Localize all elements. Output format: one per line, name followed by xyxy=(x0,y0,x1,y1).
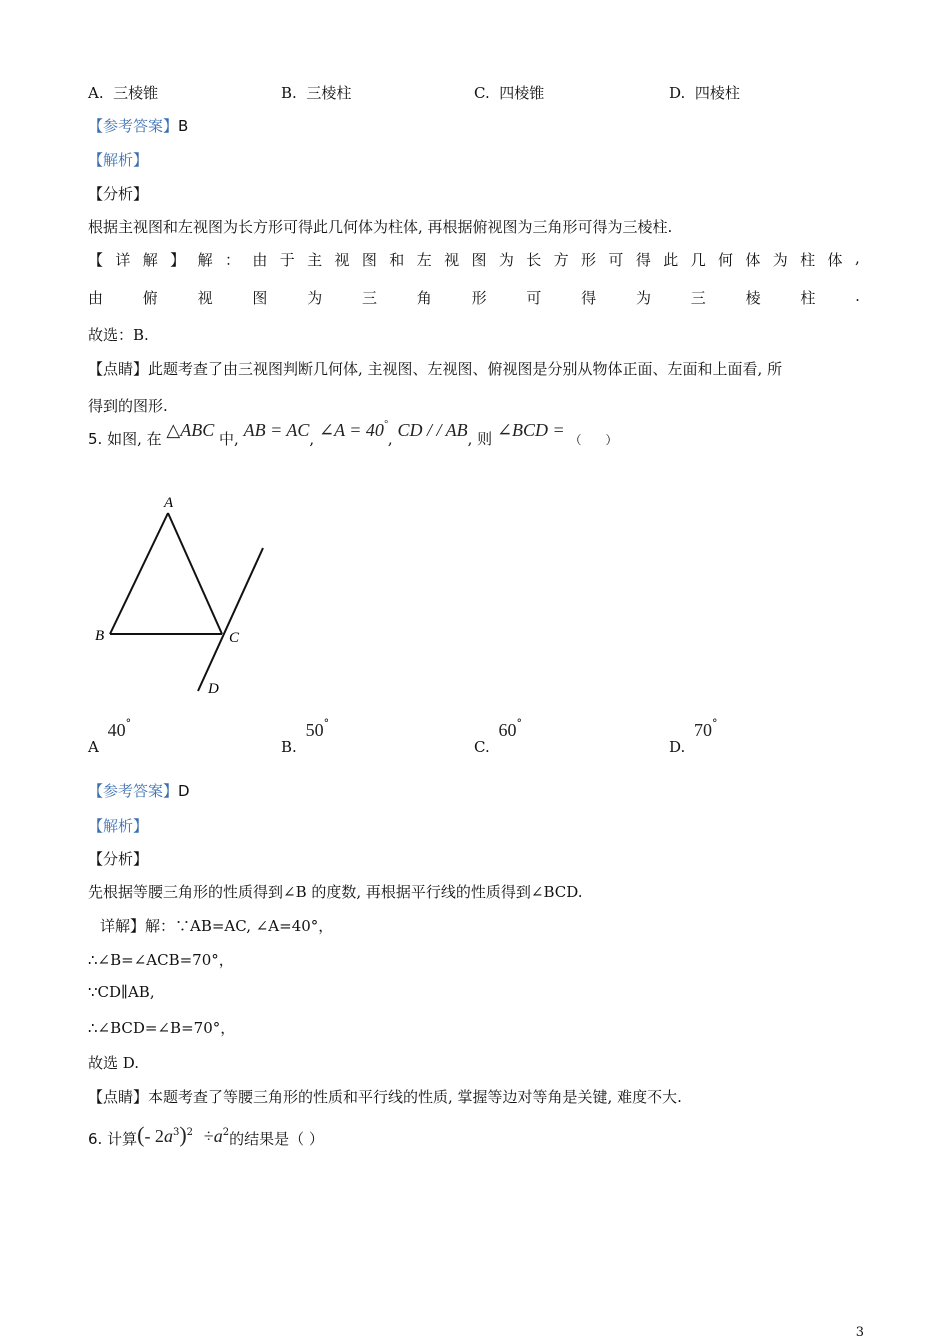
q5-detail-2: ∴∠B=∠ACB=70°， xyxy=(88,951,234,969)
detail-char: 此 xyxy=(663,251,679,269)
detail-char: 得 xyxy=(581,289,597,307)
detail-char: 】 xyxy=(170,251,186,269)
q4-option-d: D. 四棱柱 xyxy=(669,84,740,102)
detail-char: , xyxy=(854,249,860,267)
q5-option-c: C. 60° xyxy=(474,717,522,756)
detail-char: 解 xyxy=(142,251,158,269)
detail-char: 左 xyxy=(416,251,432,269)
detail-char: 几 xyxy=(690,251,706,269)
q5-option-a: A 40° xyxy=(88,717,132,756)
q4-option-c: C. 四棱锥 xyxy=(474,84,545,102)
segment-ac xyxy=(168,513,222,634)
detail-char: 棱 xyxy=(745,289,761,307)
answer-label: 【参考答案】 xyxy=(88,117,179,135)
detail-char: 解 xyxy=(197,251,213,269)
q6-question: 6. 计算(- $2a^3)^2 \div a^2$的结果是（ ） xyxy=(88,1122,324,1148)
q5-cond-ab-ac: AB = AC xyxy=(243,420,310,440)
line-cd xyxy=(198,548,263,691)
q6-expr-open: ( xyxy=(137,1122,145,1147)
q4-dianjing-line2: 得到的图形. xyxy=(88,397,168,415)
q5-paren: （ ） xyxy=(569,433,618,447)
answer-label: 【参考答案】 xyxy=(88,782,179,800)
detail-char: 和 xyxy=(389,251,405,269)
detail-char: 视 xyxy=(444,251,460,269)
detail-char: 何 xyxy=(717,251,733,269)
detail-char: 为 xyxy=(772,251,788,269)
q4-dianjing-line1: 【点睛】此题考查了由三视图判断几何体, 主视图、左视图、俯视图是分别从物体正面、左面和上面看, 所 xyxy=(88,360,783,378)
detail-char: 角 xyxy=(416,289,432,307)
detail-char: 由 xyxy=(88,289,104,307)
label-c: C xyxy=(229,630,240,646)
detail-char: 体 xyxy=(827,251,843,269)
q5-ask-angle-bcd: ∠BCD = xyxy=(496,420,565,440)
q5-number: 5. xyxy=(88,430,103,448)
q5-dianjing: 【点睛】本题考查了等腰三角形的性质和平行线的性质, 掌握等边对等角是关键, 难度不大. xyxy=(88,1088,682,1106)
label-b: B xyxy=(95,628,105,644)
q5-cond-angle-a: ∠A = 40° xyxy=(318,419,388,440)
detail-char: 形 xyxy=(471,289,487,307)
detail-char: 长 xyxy=(526,251,542,269)
label-a: A xyxy=(164,495,174,511)
q5-triangle-figure xyxy=(88,488,278,698)
q5-fenxi-label: 【分析】 xyxy=(88,850,149,868)
detail-char: 可 xyxy=(608,251,624,269)
detail-char: 柱 xyxy=(800,289,816,307)
detail-char: 详 xyxy=(115,251,131,269)
q4-analysis-label: 【解析】 xyxy=(88,151,149,169)
q5-detail-4: ∴∠BCD=∠B=70°， xyxy=(88,1019,236,1037)
q4-detail-line1 xyxy=(88,249,860,270)
q5-question: 5. 如图, 在 △ABC 中, AB = AC, ∠A = 40°, CD / / AB, 则 ∠BCD = （ ） xyxy=(88,419,618,448)
q4-answer xyxy=(88,115,188,136)
detail-char: 为 xyxy=(635,289,651,307)
q5-option-b: B. 50° xyxy=(281,717,330,756)
page-number: 3 xyxy=(855,1325,864,1340)
q5-detail-3: ∵CD∥AB, xyxy=(88,983,155,1001)
q5-analysis-label: 【解析】 xyxy=(88,817,149,835)
q5-fenxi-text: 先根据等腰三角形的性质得到∠B 的度数, 再根据平行线的性质得到∠BCD. xyxy=(88,883,583,901)
detail-char: 得 xyxy=(635,251,651,269)
q6-number: 6. xyxy=(88,1130,103,1148)
q5-option-d: D. 70° xyxy=(669,717,718,756)
detail-char: ： xyxy=(224,251,240,269)
detail-char: 为 xyxy=(307,289,323,307)
q4-fenxi-label: 【分析】 xyxy=(88,185,149,203)
detail-char: 三 xyxy=(690,289,706,307)
q5-triangle-abc: △ABC xyxy=(166,420,215,440)
detail-char: 由 xyxy=(252,251,268,269)
label-d: D xyxy=(208,681,219,697)
q4-option-a: A. 三棱锥 xyxy=(88,84,159,102)
answer-value: B xyxy=(178,117,189,135)
detail-char: 形 xyxy=(581,251,597,269)
detail-char: 图 xyxy=(361,251,377,269)
q5-answer xyxy=(88,780,190,801)
detail-char: 柱 xyxy=(800,251,816,269)
detail-char: 俯 xyxy=(142,289,158,307)
detail-char: 主 xyxy=(307,251,323,269)
segment-ab xyxy=(110,513,168,634)
detail-char: 为 xyxy=(498,251,514,269)
detail-char: 图 xyxy=(471,251,487,269)
detail-char: 视 xyxy=(197,289,213,307)
detail-char: 于 xyxy=(279,251,295,269)
q4-option-b: B. 三棱柱 xyxy=(281,84,352,102)
detail-char: 视 xyxy=(334,251,350,269)
detail-char: 可 xyxy=(526,289,542,307)
q4-fenxi-text: 根据主视图和左视图为长方形可得此几何体为柱体, 再根据俯视图为三角形可得为三棱柱. xyxy=(88,218,673,236)
detail-char: 三 xyxy=(361,289,377,307)
answer-value: D xyxy=(178,782,190,800)
q5-cond-cd-parallel-ab: CD / / AB xyxy=(397,420,468,440)
detail-char: . xyxy=(855,287,860,305)
q5-detail-1: 详解】解：∵AB=AC, ∠A=40°， xyxy=(100,917,334,935)
detail-char: 【 xyxy=(88,251,104,269)
detail-char: 体 xyxy=(745,251,761,269)
detail-char: 方 xyxy=(553,251,569,269)
q4-detail-line2 xyxy=(88,287,860,308)
q6-expr-close: ) xyxy=(179,1122,187,1147)
q4-choose: 故选：B. xyxy=(88,326,149,344)
detail-char: 图 xyxy=(252,289,268,307)
q5-choose: 故选 D. xyxy=(88,1054,140,1072)
